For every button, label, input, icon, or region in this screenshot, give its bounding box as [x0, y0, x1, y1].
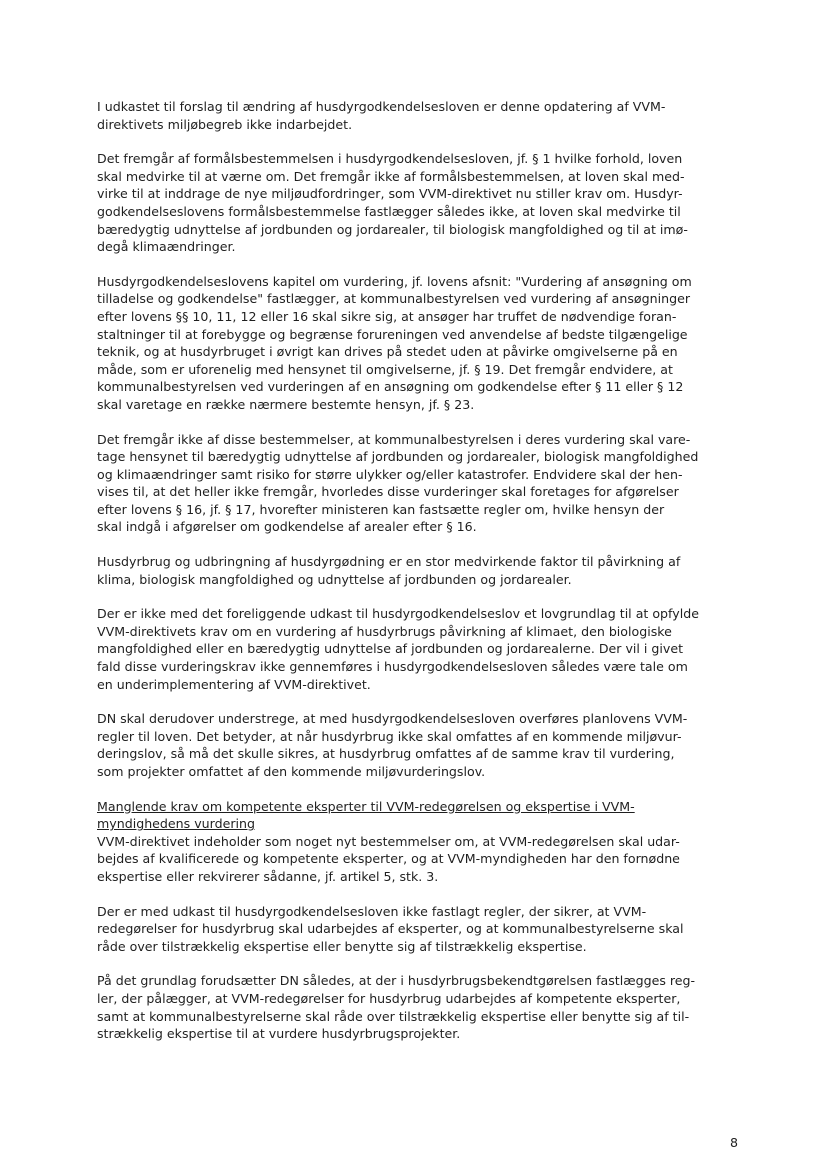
text-line: direktivets miljøbegreb ikke indarbejdet.: [97, 116, 353, 132]
paragraph-3: [97, 273, 737, 414]
document-page: [97, 98, 737, 1060]
text-line: Husdyrbrug og udbringning af husdyrgødning er en stor medvirkende faktor til påvirkning af: [97, 554, 681, 570]
text-line: klima, biologisk mangfoldighed og udnyttelse af jordbunden og jordarealer.: [97, 571, 572, 587]
section-heading-block: [97, 798, 737, 886]
paragraph-2: [97, 150, 737, 256]
text-line: bejdes af kvalificerede og kompetente eksperter, og at VVM-myndigheden har den fornødne: [97, 851, 680, 867]
text-line: efter lovens § 16, jf. § 17, hvorefter ministeren kan fastsætte regler om, hvilke hensyn der: [97, 501, 665, 517]
text-line: degå klimaændringer.: [97, 239, 236, 255]
text-line: måde, som er uforenelig med hensynet til omgivelserne, jf. § 19. Det fremgår endvidere, at: [97, 361, 673, 377]
text-line: en underimplementering af VVM-direktivet.: [97, 676, 371, 692]
text-line: teknik, og at husdyrbruget i øvrigt kan drives på stedet uden at påvirke omgivelserne på en: [97, 344, 678, 360]
text-line: Der er med udkast til husdyrgodkendelsesloven ikke fastlagt regler, der sikrer, at VVM-: [97, 903, 647, 919]
text-line: skal medvirke til at værne om. Det fremgår ikke af formålsbestemmelsen, at loven skal med-: [97, 168, 685, 184]
text-line: VVM-direktivet indeholder som noget nyt bestemmelser om, at VVM-redegørelsen skal udar-: [97, 833, 680, 849]
paragraph-4: [97, 431, 737, 537]
text-line: strækkelig ekspertise til at vurdere husdyrbrugsprojekter.: [97, 1026, 461, 1042]
text-line: DN skal derudover understrege, at med husdyrgodkendelsesloven overføres planlovens VVM-: [97, 711, 688, 727]
text-line: regler til loven. Det betyder, at når husdyrbrug ikke skal omfattes af en kommende miljøvur-: [97, 728, 682, 744]
text-line: redegørelser for husdyrbrug skal udarbejdes af eksperter, og at kommunalbestyrelserne skal: [97, 921, 684, 937]
text-line: tilladelse og godkendelse" fastlægger, at kommunalbestyrelsen ved vurdering af ansøgninger: [97, 291, 691, 307]
text-line: efter lovens §§ 10, 11, 12 eller 16 skal sikre sig, at ansøger har truffet de nødvendige foran-: [97, 308, 677, 324]
text-line: Husdyrgodkendelseslovens kapitel om vurdering, jf. lovens afsnit: "Vurdering af ansøgning om: [97, 273, 692, 289]
text-line: ekspertise eller rekvirerer sådanne, jf. artikel 5, stk. 3.: [97, 868, 439, 884]
text-line: deringslov, så må det skulle sikres, at husdyrbrug omfattes af de samme krav til vurdering,: [97, 746, 675, 762]
paragraph-5: [97, 553, 737, 588]
section-paragraph-3: [97, 972, 737, 1042]
text-line: skal varetage en række nærmere bestemte hensyn, jf. § 23.: [97, 396, 475, 412]
text-line: Det fremgår ikke af disse bestemmelser, at kommunalbestyrelsen i deres vurdering skal vare-: [97, 431, 691, 447]
text-line: På det grundlag forudsætter DN således, at der i husdyrbrugsbekendtgørelsen fastlægges reg-: [97, 973, 696, 989]
section-heading: Manglende krav om kompetente eksperter til VVM-redegørelsen og ekspertise i VVM-: [97, 798, 635, 814]
text-line: mangfoldighed eller en bæredygtig udnyttelse af jordbunden og jordarealerne. Der vil i givet: [97, 641, 684, 657]
text-line: tage hensynet til bæredygtig udnyttelse af jordbunden og jordarealer, biologisk mangfoldighed: [97, 449, 699, 465]
page-number: 8: [729, 1135, 738, 1150]
text-line: virke til at inddrage de nye miljøudfordringer, som VVM-direktivet nu stiller krav om. Husdyr-: [97, 186, 683, 202]
text-line: som projekter omfattet af den kommende miljøvurderingslov.: [97, 764, 486, 779]
text-line: staltninger til at forebygge og begrænse forureningen ved anvendelse af bedste tilgængelige: [97, 326, 688, 342]
text-line: bæredygtig udnyttelse af jordbunden og jordarealer, til biologisk mangfoldighed og til at imø-: [97, 221, 688, 237]
section-paragraph-2: [97, 903, 737, 956]
text-line: ler, der pålægger, at VVM-redegørelser for husdyrbrug udarbejdes af kompetente eksperter,: [97, 990, 681, 1006]
text-line: Der er ikke med det foreliggende udkast til husdyrgodkendelseslov et lovgrundlag til at opfylde: [97, 606, 699, 622]
section-heading: myndighedens vurdering: [97, 816, 255, 832]
paragraph-6: [97, 605, 737, 693]
text-line: fald disse vurderingskrav ikke gennemføres i husdyrgodkendelsesloven således være tale om: [97, 659, 688, 675]
text-line: råde over tilstrækkelig ekspertise eller benytte sig af tilstrækkelig ekspertise.: [97, 938, 587, 954]
text-line: VVM-direktivets krav om en vurdering af husdyrbrugs påvirkning af klimaet, den biologiske: [97, 623, 672, 639]
paragraph-1: [97, 98, 737, 133]
text-line: skal indgå i afgørelser om godkendelse af arealer efter § 16.: [97, 519, 477, 535]
text-line: og klimaændringer samt risiko for større ulykker og/eller katastrofer. Endvidere skal der hen-: [97, 466, 683, 482]
text-line: godkendelseslovens formålsbestemmelse fastlægger således ikke, at loven skal medvirke til: [97, 203, 681, 219]
text-line: samt at kommunalbestyrelserne skal råde over tilstrækkelig ekspertise eller benytte sig af til-: [97, 1008, 690, 1024]
text-line: I udkastet til forslag til ændring af husdyrgodkendelsesloven er denne opdatering af VVM-: [97, 99, 666, 114]
text-line: vises til, at det heller ikke fremgår, hvorledes disse vurderinger skal foretages for afgørelser: [97, 484, 679, 500]
text-line: Det fremgår af formålsbestemmelsen i husdyrgodkendelsesloven, jf. § 1 hvilke forhold, loven: [97, 151, 683, 167]
text-line: kommunalbestyrelsen ved vurderingen af en ansøgning om godkendelse efter § 11 eller § 12: [97, 379, 684, 395]
paragraph-7: [97, 710, 737, 780]
